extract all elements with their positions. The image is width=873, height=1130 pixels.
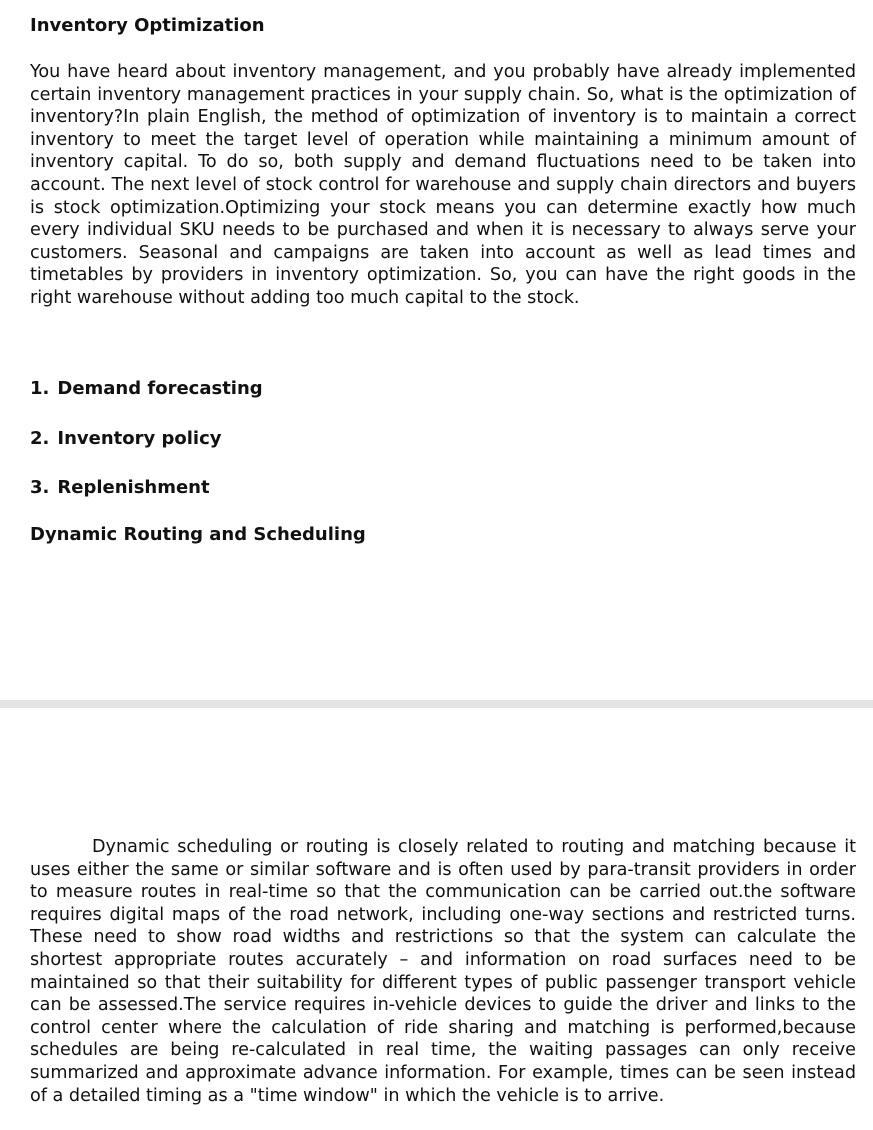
list-item-inventory-policy <box>30 427 263 477</box>
page-separator <box>0 700 873 708</box>
list-label: Inventory policy <box>57 427 222 449</box>
routing-paragraph: Dynamic scheduling or routing is closely related to routing and matching because it uses either the same or similar software and is often used by para-transit providers in order to measure routes in real-time so that the communication can be carried out.the software requires digital maps of the road network, including one-way sections and restricted turns. These need to show road widths and restrictions so that the system can calculate the shortest appropriate routes accurately – and information on road surfaces need to be maintained so that their suitability for different types of public passenger transport vehicle can be assessed.The service requires in-vehicle devices to guide the driver and links to the control center where the calculation of ride sharing and matching is performed,because schedules are being re-calculated in real time, the waiting passages can only receive summarized and approximate advance information. For example, times can be seen instead of a detailed timing as a "time window" in which the vehicle is to arrive. <box>30 837 856 1106</box>
inventory-paragraph: You have heard about inventory management, and you probably have already implemented certain inventory management practices in your supply chain. So, what is the optimization of inventory?In plain English, the method of optimization of inventory is to maintain a correct inventory to meet the target level of operation while maintaining a minimum amount of inventory capital. To do so, both supply and demand fluctuations need to be taken into account. The next level of stock control for warehouse and supply chain directors and buyers is stock optimization.Optimizing your stock means you can determine exactly how much every individual SKU needs to be purchased and when it is necessary to always serve your customers. Seasonal and campaigns are taken into account as well as lead times and timetables by providers in inventory optimization. So, you can have the right goods in the right warehouse without adding too much capital to the stock. <box>30 62 856 308</box>
list-label: Demand forecasting <box>57 378 263 399</box>
inventory-list <box>30 377 263 526</box>
list-number: 1. <box>30 378 50 399</box>
list-item-replenishment <box>30 476 263 526</box>
list-label: Replenishment <box>57 477 210 498</box>
list-number: 3. <box>30 477 50 498</box>
routing-title: Dynamic Routing and Scheduling <box>30 524 366 545</box>
list-item-demand-forecasting <box>30 377 263 427</box>
inventory-title: Inventory Optimization <box>30 15 265 36</box>
list-number: 2. <box>30 427 50 449</box>
